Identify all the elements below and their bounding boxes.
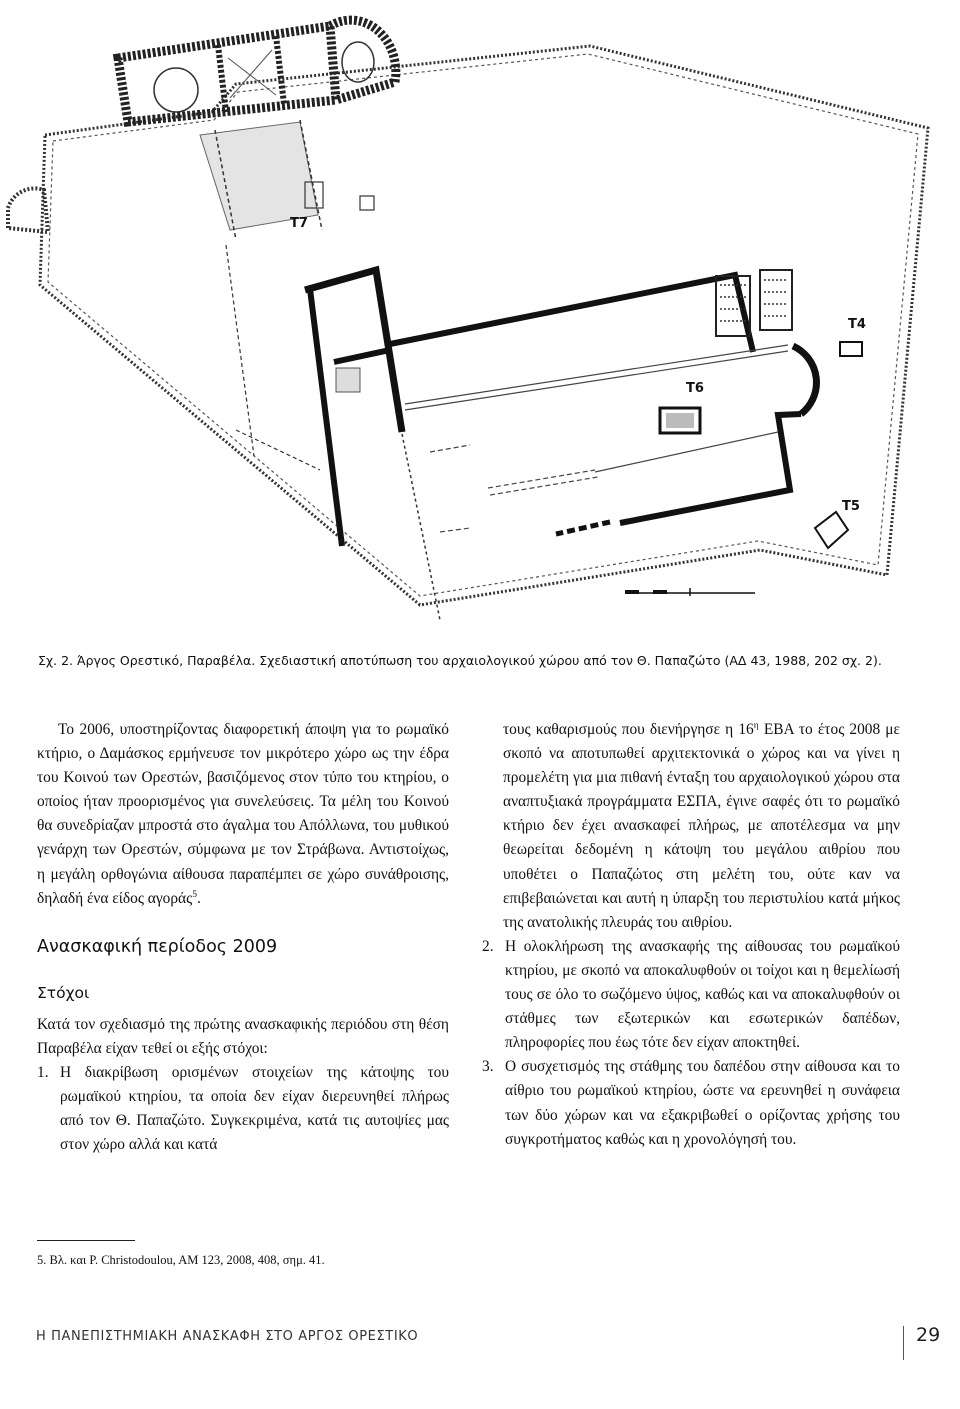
running-footer-title: Η ΠΑΝΕΠΙΣΤΗΜΙΑΚΗ ΑΝΑΣΚΑΦΗ ΣΤΟ ΑΡΓΟΣ ΟΡΕΣΤΙΚΟ xyxy=(36,1329,419,1344)
t4-base xyxy=(840,342,862,356)
list-item-1 xyxy=(37,1061,449,1157)
figure-caption: Σχ. 2. Άργος Ορεστικό, Παραβέλα. Σχεδιαστική αποτύπωση του αρχαιολογικού χώρου από τον Θ. Παπαζώτο (ΑΔ 43, 1988, 202 σχ. 2). xyxy=(38,653,882,668)
list-text-3: Ο συσχετισμός της στάθμης του δαπέδου στην αίθουσα και το αίθριο του ρωμαϊκού κτηρίου, ώστε να ερευνηθεί η συνάφεια των δύο χώρων και να εξακριβωθεί ο ορίζοντας χρήσης του συγκροτήματος καθώς και η χρονολόγησή του. xyxy=(505,1058,900,1148)
left-intro-text: Το 2006, υποστηρίζοντας διαφορετική άποψη για το ρωμαϊκό κτήριο, ο Δαμάσκος ερμήνευσε τον μικρότερο χώρο ως την έδρα του Κοινού των Ορεστών, βασιζόμενος στον τύπο του κτηρίου, ο οποίος ήταν προορισμένος για συνελεύσεις. Τα μέλη του Κοινού θα συνεδρίαζαν μπροστά στο άγαλμα του Απόλλωνα, του μυθικού γενάρχη των Ορεστών, σύμφωνα με τον Στράβωνα. Αντιστοίχως, η μεγάλη ορθογώνια αίθουσα παραπέμπει σε χώρο συνάθροισης, δηλαδή ένα είδος αγοράς xyxy=(37,721,449,907)
corridor-shaded xyxy=(200,122,318,230)
footnote-5: 5. Βλ. και P. Christodoulou, AM 123, 2008, 408, σημ. 41. xyxy=(37,1253,325,1267)
list-number-1: 1. xyxy=(37,1064,49,1082)
footnote-ref-5[interactable]: 5 xyxy=(192,889,197,900)
right-intro-a: τους καθαρισμούς που διενήργησε η 16 xyxy=(503,721,754,738)
label-t5: T5 xyxy=(842,499,860,514)
list-text-1: Η διακρίβωση ορισμένων στοιχείων της κάτοψης του ρωμαϊκού κτηρίου, τα οποία δεν είχαν διερευνηθεί πλήρως από τον Θ. Παπαζώτο. Συγκεκριμένα, κατά τις αυτοψίες μας στον χώρο αλλά και κατά xyxy=(60,1064,449,1154)
objectives-paragraph: Κατά τον σχεδιασμό της πρώτης ανασκαφικής περιόδου στη θέση Παραβέλα είχαν τεθεί οι εξής στόχοι: xyxy=(37,1015,449,1058)
site-plan-figure xyxy=(0,0,960,640)
label-t6: T6 xyxy=(686,381,704,396)
site-plan-drawing xyxy=(0,0,960,640)
grid-blocks xyxy=(716,270,792,336)
left-column xyxy=(37,718,449,1158)
t5-base xyxy=(815,512,848,548)
list-number-3: 3. xyxy=(482,1058,494,1076)
right-column xyxy=(482,718,900,1152)
scale-bar xyxy=(625,588,755,596)
superscript-eta: η xyxy=(753,720,759,731)
label-t4: T4 xyxy=(848,317,866,332)
main-hall-walls xyxy=(305,270,816,546)
right-continuation xyxy=(482,718,900,935)
subsection-heading: Στόχοι xyxy=(37,983,90,1002)
list-item-2 xyxy=(482,935,900,1055)
footer-divider xyxy=(903,1326,904,1360)
label-t7: T7 xyxy=(290,216,308,231)
list-item-3 xyxy=(482,1055,900,1151)
left-intro-paragraph xyxy=(37,718,449,911)
left-intro-end: . xyxy=(196,889,201,907)
footnote-divider xyxy=(37,1240,135,1241)
section-heading: Ανασκαφική περίοδος 2009 xyxy=(37,936,278,957)
page-number: 29 xyxy=(916,1324,941,1346)
right-intro-b: ΕΒΑ το έτος 2008 με σκοπό να αποτυπωθεί αρχιτεκτονικά ο χώρος και να γίνει η προμελέτη για μια πιθανή ένταξη του αρχαιολογικού χώρου στα αναπτυξιακά προγράμματα ΕΣΠΑ, έγινε σαφές ότι το ρωμαϊκό κτήριο δεν έχει ανασκαφεί πλήρως, με αποτέλεσμα να μην θεωρείται δεδομένη η κάτοψη του μεγάλου αιθρίου που υποθέτει ο Παπαζώτος στη μελέτη του, ούτε καν να επιβεβαιώνεται και αυτή η ύπαρξη του περιστυλίου κατά μήκος της ανατολικής πλευράς του αιθρίου. xyxy=(503,721,900,931)
list-text-2: Η ολοκλήρωση της ανασκαφής της αίθουσας του ρωμαϊκού κτηρίου, με σκοπό να αποκαλυφθούν οι τοίχοι και η θεμελίωσή τους σε όλο το σωζόμενο ύψος, καθώς και να αποκαλυφθούν οι στάθμες των εξωτερικών και εσωτερικών δαπέδων, πληροφορίες που έως τότε δεν είχαν αποκτηθεί. xyxy=(505,937,900,1052)
list-number-2: 2. xyxy=(482,937,494,955)
